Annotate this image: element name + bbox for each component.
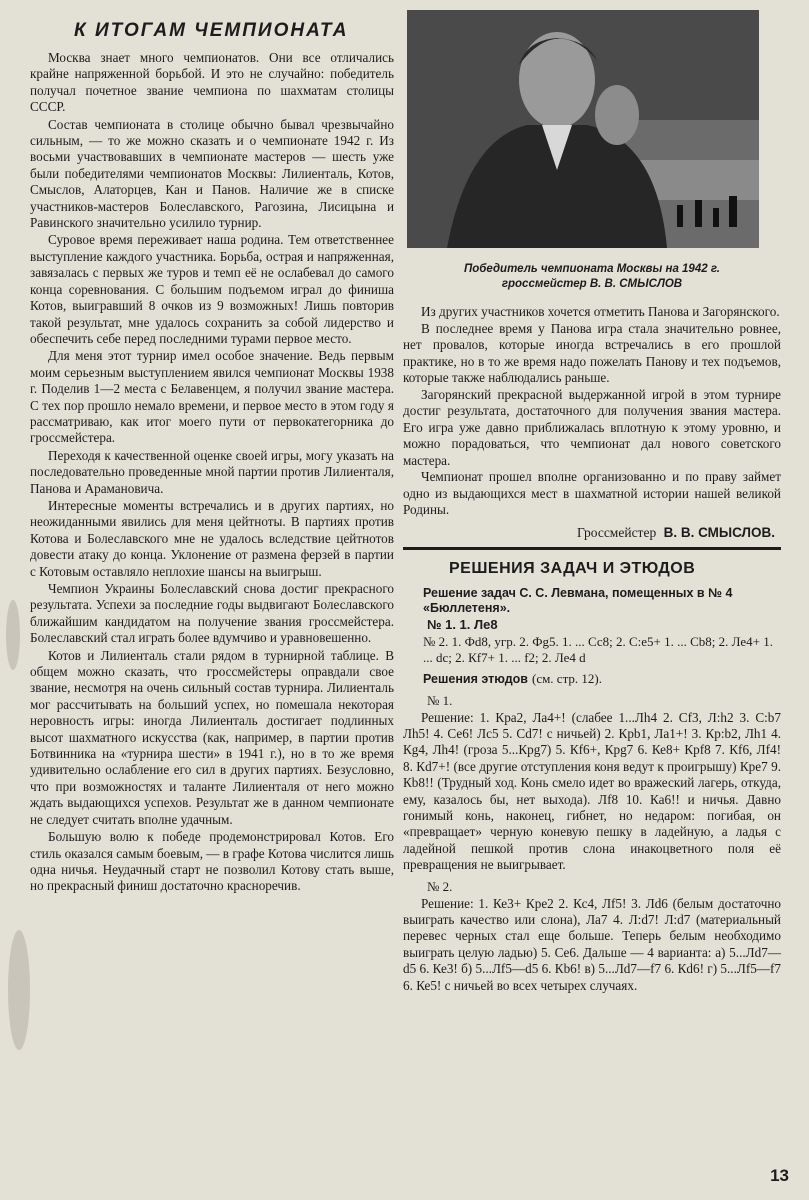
article-paragraph: Загорянский прекрасной выдержанной игрой в этом турнире достиг результата, достаточного для получения звания мастера. Его игра уже давно приближалась вплотную к этому уровню, и можно порадоваться, что чемпионат дал нового советского мастера.	[403, 386, 781, 468]
studies-ref: (см. стр. 12).	[531, 670, 602, 686]
section-divider	[403, 547, 781, 550]
caption-line: гроссмейстер В. В. СМЫСЛОВ	[501, 278, 683, 290]
article-paragraph: Москва знает много чемпионатов. Они все отличались крайне напряженной борьбой. И это не случайно: победитель получал почетное звание чемпиона по шахматам столицы СССР.	[30, 50, 394, 115]
author-signature	[403, 525, 775, 541]
article-paragraph: Интересные моменты встречались и в других партиях, но неожиданными явились для меня цейтноты. В партиях против Котова и Болеславского мне не удалось вследствие цейтнотов довести атаку до конца. Уклонение от размена ферзей в партии с Котовым оставляло неплохие шансы на выигрыш.	[30, 497, 394, 579]
left-column	[30, 14, 394, 896]
caption-line: Победитель чемпионата Москвы на 1942 г.	[464, 263, 720, 275]
article-paragraph: Из других участников хочется отметить Панова и Загорянского.	[421, 304, 780, 319]
studies-heading-line	[403, 670, 781, 688]
studies-heading: Решения этюдов	[423, 671, 528, 686]
signature-prefix: Гроссмейстер	[577, 524, 657, 540]
article-paragraph: В последнее время у Панова игра стала значительно ровнее, нет провалов, которые иногда встречались в его прошлой практике, но в то же время надо пожелать Панову и тех подъемов, которые также наблюдались раньше.	[403, 320, 781, 385]
article-paragraph: Чемпионат прошел вполне организованно и по праву займет одно из выдающихся мест в шахматной истории нашей великой Родины.	[403, 469, 781, 517]
page-number: 13	[770, 1166, 789, 1185]
solutions-title: РЕШЕНИЯ ЗАДАЧ И ЭТЮДОВ	[449, 559, 696, 577]
article-paragraph: Состав чемпионата в столице обычно бывал чрезвычайно сильным, — то же можно сказать и о чемпионате 1942 г. Из восьми участвовавших в чемпионате мастеров — шесть уже были победителями чемпионатов Москвы: Лилиенталь, Котов, Смыслов, Алаторцев, Кан и Панов. Наличие же в списке участников-мастеров Болеславского, Рагозина, Лисицына и Равинского значительно усилило турнир.	[30, 116, 394, 231]
problems-heading: Решение задач С. С. Левмана, помещенных в № 4 «Бюллетеня».	[423, 585, 733, 615]
study-1-solution: Решение: 1. Кра2, Ла4+! (слабее 1...Лh4 2. Сf3, Л:h2 3. С:b7 Лh5! 4. Се6! Лс5 5. Сd7! с ничьей) 2. Крb1, Ла1+! 3. Кр:b2, Лh1 4. Кg4, Лh4! (гроза 5...Крg7) 5. Кf6+, Крg7 6. Ке8+ Крf8 7. Кf6, Лf4! 8. Кd7+! (все другие отступления коня ведут к проигрышу) Крe7 9. Кb8!! (Трудный ход. Конь смело идет во вражеский лагерь, откуда, ему, казалось бы, нет выхода). Лf8 10. Ка6!! и ничья. Давно гонимый конь, наконец, гибнет, но недаром: погибая, он «превращает» черную коневую пешку в ладейную, а ладья с ладейной пешкой против слона инакоцветного поля её превращения не выигрывает.	[403, 709, 781, 873]
signature-name: В. В. СМЫСЛОВ.	[663, 524, 775, 540]
paper-stain	[6, 600, 20, 670]
article-paragraph: Суровое время переживает наша родина. Тем ответственнее выступление каждого участника. Борьба, острая и напряженная, завязалась с первых же туров и темп её не ослабевал до самого конца соревнования. С большим подъемом играл до финиша Котов, выигравший 8 очков из 9 возможных! Лишь повторив такой результат, мне удалось сохранить за собой лидерство и обеспечить себе перед последними турами первое место.	[30, 232, 394, 346]
article-paragraph: Для меня этот турнир имел особое значение. Ведь первым моим серьезным выступлением явился чемпионат Москвы 1938 г. Поделив 1—2 места с Белавенцем, я получил звание мастера. С тех пор прошло немало времени, и первое место в этом году я рассматриваю, как итог моего пути от первокатегорника до гроссмейстера.	[30, 348, 394, 446]
article-continuation	[403, 304, 781, 519]
article-paragraph: Большую волю к победе продемонстрировал Котов. Его стиль оказался самым боевым, — в графе Котова числится лишь одна ничья. Неудачный старт не позволил Котову стать выше, но прекрасный финиш достаточно красноречив.	[30, 829, 394, 894]
study-1-number: № 1.	[427, 692, 453, 708]
paper-stain	[8, 930, 30, 1050]
study-2-solution: Решение: 1. Ке3+ Кре2 2. Кс4, Лf5! 3. Лd6 (белым достаточно выиграть качество или слона), Ла7 4. Л:d7! Л:d7 (материальный перевес черных стал еще больше. Теперь белым необходимо выиграть целую ладью) 5. Се6. Дальше — 4 варианта: а) 5...Лd7—d5 6. Ке3! б) 5...Лf5—d5 6. Кb6! в) 5...Лd7—f7 6. Кd6! г) 5...Лf5—f7 6. Ке5! с ничьей во всех четырех случаях.	[403, 895, 781, 993]
article-paragraph: Котов и Лилиенталь стали рядом в турнирной таблице. В общем можно сказать, что гроссмейстеры оправдали свое звание, несмотря на очень сильный состав турнира. Лилиенталь мог рассчитывать на больший успех, но помешала некоторая неровность игры: иногда Лилиенталь достигает подлинных высот шахматного искусства (как, например, в партии против Ботвинника на «турнира шести» в 1941 г.), но в то же время удивительно ослабление его сил в других партиях. Безусловно, что при возможностях и таланте Лилиенталя от него можно ждать выдающихся успехов. Результат же в данном чемпионате не следует считать вполне удачным.	[30, 647, 394, 827]
portrait-photo	[407, 10, 759, 248]
problem-1-solution: № 1. 1. Ле8	[427, 616, 498, 632]
problem-2-solution: № 2. 1. Фd8, угр. 2. Фg5. 1. ... Сс8; 2. С:е5+ 1. ... Сb8; 2. Ле4+ 1. ... dc; 2. Кf7+ 1. ... f2; 2. Ле4 d	[423, 633, 773, 665]
portrait-illustration	[407, 10, 759, 248]
article-title: К ИТОГАМ ЧЕМПИОНАТА	[74, 20, 349, 41]
photo-caption	[403, 262, 781, 292]
article-paragraph: Переходя к качественной оценке своей игры, могу указать на последовательно проведенные мной партии против Лилиенталя, Панова и Арамановича.	[30, 447, 394, 496]
study-2-number: № 2.	[427, 878, 453, 894]
right-column	[403, 10, 781, 994]
article-paragraph: Чемпион Украины Болеславский снова достиг прекрасного результата. Успехи за последние годы выдвигают Болеславского ближайшим кандидатом на получение звания гроссмейстера. Болеславский стал играть более вдумчиво и уравновешенно.	[30, 581, 394, 646]
